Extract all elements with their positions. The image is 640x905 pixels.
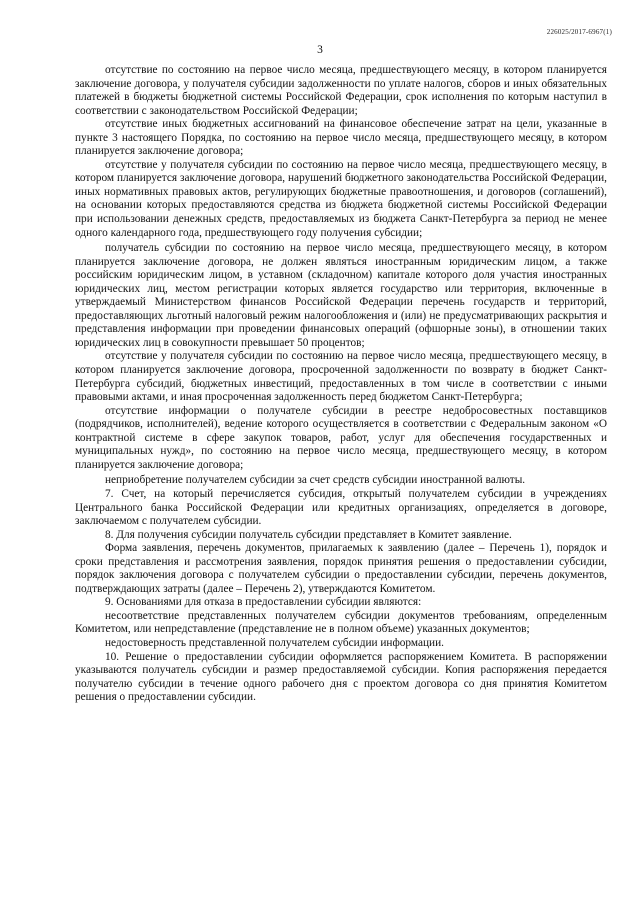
paragraph: отсутствие у получателя субсидии по состоянию на первое число месяца, предшествующего месяцу, в котором планируется заключение договора, нарушений бюджетного законодательства Российской Федерации, иных нормативных правовых актов, регулирующих бюджетные правоотношения, и договоров (соглашений), на основании которых предоставляются средства из бюджета бюджетной системы Российской Федерации при использовании денежных средств, предоставляемых из бюджета Санкт-Петербурга за период не менее одного календарного года, предшествующего году получения субсидии; (75, 158, 607, 239)
paragraph: отсутствие информации о получателе субсидии в реестре недобросовестных поставщиков (подрядчиков, исполнителей), ведение которого осуществляется в соответствии с Федеральным законом «О контрактной системе в сфере закупок товаров, работ, услуг для обеспечения государственных и муниципальных нужд», по состоянию на первое число месяца, предшествующего месяцу, в котором планируется заключение договора; (75, 404, 607, 471)
paragraph: 8. Для получения субсидии получатель субсидии представляет в Комитет заявление. (105, 528, 512, 541)
paragraph: несоответствие представленных получателем субсидии документов требованиям, определенным Комитетом, или непредставление (представление не в полном объеме) указанных документов; (75, 609, 607, 636)
paragraph: недостоверность представленной получателем субсидии информации. (105, 636, 444, 649)
document-body (75, 64, 607, 705)
paragraph: 9. Основаниями для отказа в предоставлении субсидии являются: (105, 596, 422, 609)
paragraph: 10. Решение о предоставлении субсидии оформляется распоряжением Комитета. В распоряжении указываются получатель субсидии и размер предоставляемой субсидии. Копия распоряжения передается получателю субсидии в течение одного рабочего дня с проектом договора со дня принятия Комитетом решения о предоставлении субсидии. (75, 650, 607, 704)
page-number: 3 (317, 44, 323, 56)
paragraph: отсутствие иных бюджетных ассигнований на финансовое обеспечение затрат на цели, указанные в пункте 3 настоящего Порядка, по состоянию на первое число месяца, предшествующего месяцу, в котором планируется заключение договора; (75, 118, 607, 158)
paragraph: отсутствие у получателя субсидии по состоянию на первое число месяца, предшествующего месяцу, в котором планируется заключение договора, просроченной задолженности по возврату в бюджет Санкт-Петербурга субсидий, бюджетных инвестиций, предоставленных в том числе в соответствии с иными правовыми актами, и иная просроченная задолженность перед бюджетом Санкт-Петербурга; (75, 350, 607, 404)
document-id: 226025/2017-6967(1) (546, 28, 612, 36)
paragraph: отсутствие по состоянию на первое число месяца, предшествующего месяцу, в котором планируется заключение договора, у получателя субсидии задолженности по уплате налогов, сборов и иных обязательных платежей в бюджеты бюджетной системы Российской Федерации, срок исполнения по которым наступил в соответствии с законодательством Российской Федерации; (75, 64, 607, 117)
paragraph: неприобретение получателем субсидии за счет средств субсидии иностранной валюты. (105, 474, 526, 487)
paragraph: 7. Счет, на который перечисляется субсидия, открытый получателем субсидии в учреждениях Центрального банка Российской Федерации или кредитных организациях, определяется в договоре, заключаемом с получателем субсидии. (75, 487, 607, 528)
paragraph: Форма заявления, перечень документов, прилагаемых к заявлению (далее – Перечень 1), порядок и сроки представления и рассмотрения заявления, порядок принятия решения о предоставлении субсидии, порядок заключения договора с получателем субсидии о предоставлении субсидии, перечень документов, подтверждающих затраты (далее – Перечень 2), утверждаются Комитетом. (75, 542, 607, 595)
paragraph: получатель субсидии по состоянию на первое число месяца, предшествующего месяцу, в котором планируется заключение договора, не должен являться иностранным юридическим лицом, а также российским юридическим лицом, в уставном (складочном) капитале которого доля участия иностранных юридических лиц, местом регистрации которых является государство или территория, включенные в утверждаемый Министерством финансов Российской Федерации перечень государств и территорий, предоставляющих льготный налоговый режим налогообложения и (или) не предусматривающих раскрытия и представления информации при проведении финансовых операций (офшорные зоны), в отношении таких юридических лиц в совокупности превышает 50 процентов; (75, 242, 607, 349)
